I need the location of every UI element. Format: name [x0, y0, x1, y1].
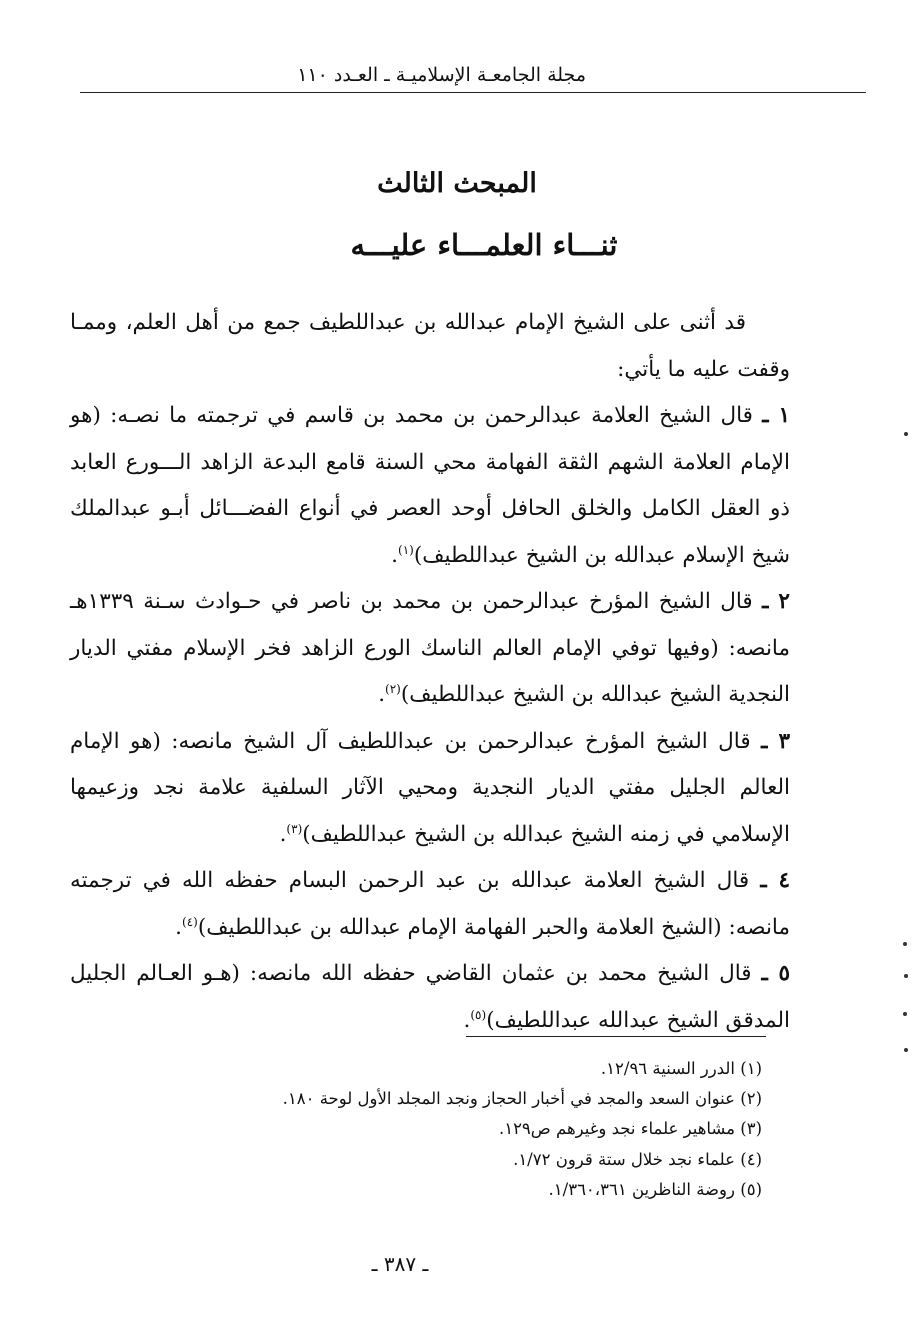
item-number: ٣ ـ	[761, 728, 790, 754]
footnote-ref[interactable]: (٣)	[286, 821, 303, 836]
scan-speck	[904, 432, 908, 436]
item-text: قال الشيخ المؤرخ عبدالرحمن بن محمد بن ناصر في حـوادث سـنة ١٣٣٩هـ مانصه: (وفيها توفي الإمام العالم الناسك الورع الزاهد فخر الإسلام مفتي الديار النجدية الشيخ عبدالله بن الشيخ عبداللطيف)	[70, 589, 790, 707]
footnote-ref[interactable]: (٤)	[182, 914, 198, 929]
header-divider	[80, 92, 866, 93]
scan-speck	[904, 974, 908, 978]
list-item: ٢ ـ قال الشيخ المؤرخ عبدالرحمن بن محمد بن ناصر في حـوادث سـنة ١٣٣٩هـ مانصه: (وفيها توفي الإمام العالم الناسك الورع الزاهد فخر الإسلام مفتي الديار النجدية الشيخ عبدالله بن الشيخ عبداللطيف)$^{(٢)}$.	[70, 589, 790, 707]
list-item: ١ ـ قال الشيخ العلامة عبدالرحمن بن محمد بن قاسم في ترجمته ما نصـه: (هو الإمام العلامة الشهم الثقة الفهامة محي السنة قامع البدعة الزاهد الـــورع العابد ذو العقل الكامل والخلق الحافل أوحد العصر في أنواع الفضـــائل أبـو عبدالملك شيخ الإسلام عبدالله بن الشيخ عبداللطيف)$^{(١)}$.	[70, 403, 790, 568]
footnote-ref[interactable]: (٢)	[385, 681, 401, 696]
list-item: ٤ ـ قال الشيخ العلامة عبدالله بن عبد الرحمن البسام حفظه الله في ترجمته مانصه: (الشيخ العلامة والحبر الفهامة الإمام عبدالله بن عبداللطيف)$^{(٤)}$.	[70, 868, 790, 940]
journal-header: مجلة الجامعـة الإسلاميـة ـ العـدد ١١٠	[297, 64, 586, 86]
item-number: ١ ـ	[762, 403, 790, 428]
body-text	[70, 300, 790, 1044]
list-item: ٥ ـ قال الشيخ محمد بن عثمان القاضي حفظه الله مانصه: (هـو العـالم الجليل المدقق الشيخ عبدالله عبداللطيف)$^{(٥)}$.	[70, 961, 790, 1033]
footnote-divider	[466, 1036, 766, 1037]
scan-speck	[903, 1012, 907, 1016]
item-text: قال الشيخ محمد بن عثمان القاضي حفظه الله مانصه: (هـو العـالم الجليل المدقق الشيخ عبدالله عبداللطيف)	[70, 961, 790, 1033]
footnote: (٣) مشاهير علماء نجد وغيرهم ص١٢٩.	[498, 1119, 762, 1139]
list-item: ٣ ـ قال الشيخ المؤرخ عبدالرحمن بن عبداللطيف آل الشيخ مانصه: (هو الإمام العالم الجليل مفتي الديار النجدية ومحيي الآثار السلفية علامة نجد وزعيمها الإسلامي في زمنه الشيخ عبدالله بن الشيخ عبداللطيف)$^{(٣)}$.	[70, 728, 790, 847]
section-subheading: ثنـــاء العلمـــاء عليـــه	[350, 228, 618, 262]
footnote: (٢) عنوان السعد والمجد في أخبار الحجاز ونجد المجلد الأول لوحة ١٨٠.	[282, 1089, 762, 1109]
footnote: (٤) علماء نجد خلال ستة قرون ١/٧٢.	[513, 1149, 762, 1169]
footnote-ref[interactable]: (١)	[398, 542, 414, 557]
scan-speck	[904, 1048, 908, 1052]
footnote: (١) الدرر السنية ١٢/٩٦.	[600, 1059, 762, 1078]
scan-speck	[903, 942, 907, 946]
footnote: (٥) روضة الناظرين ١/٣٦٠،٣٦١.	[548, 1179, 762, 1199]
item-number: ٤ ـ	[760, 868, 790, 893]
item-number: ٥ ـ	[761, 961, 790, 986]
footnote-ref[interactable]: (٥)	[470, 1007, 487, 1022]
intro-paragraph: قد أثنى على الشيخ الإمام عبدالله بن عبداللطيف جمع من أهل العلم، وممـا وقفت عليه ما يأتي:	[70, 310, 790, 382]
item-text: قال الشيخ العلامة عبدالرحمن بن محمد بن قاسم في ترجمته ما نصـه: (هو الإمام العلامة الشهم الثقة الفهامة محي السنة قامع البدعة الزاهد الـــورع العابد ذو العقل الكامل والخلق الحافل أوحد العصر في أنواع الفضـــائل أبـو عبدالملك شيخ الإسلام عبدالله بن الشيخ عبداللطيف)	[70, 403, 790, 568]
item-number: ٢ ـ	[762, 589, 790, 614]
item-text: قال الشيخ المؤرخ عبدالرحمن بن عبداللطيف آل الشيخ مانصه: (هو الإمام العالم الجليل مفتي الديار النجدية ومحيي الآثار السلفية علامة نجد وزعيمها الإسلامي في زمنه الشيخ عبدالله بن الشيخ عبداللطيف)	[70, 728, 790, 847]
page-number: ـ ٣٨٧ ـ	[371, 1252, 429, 1276]
footnotes	[150, 1054, 762, 1205]
item-text: قال الشيخ العلامة عبدالله بن عبد الرحمن البسام حفظه الله في ترجمته مانصه: (الشيخ العلامة والحبر الفهامة الإمام عبدالله بن عبداللطيف)	[70, 868, 790, 940]
section-heading: المبحث الثالث	[377, 168, 537, 199]
